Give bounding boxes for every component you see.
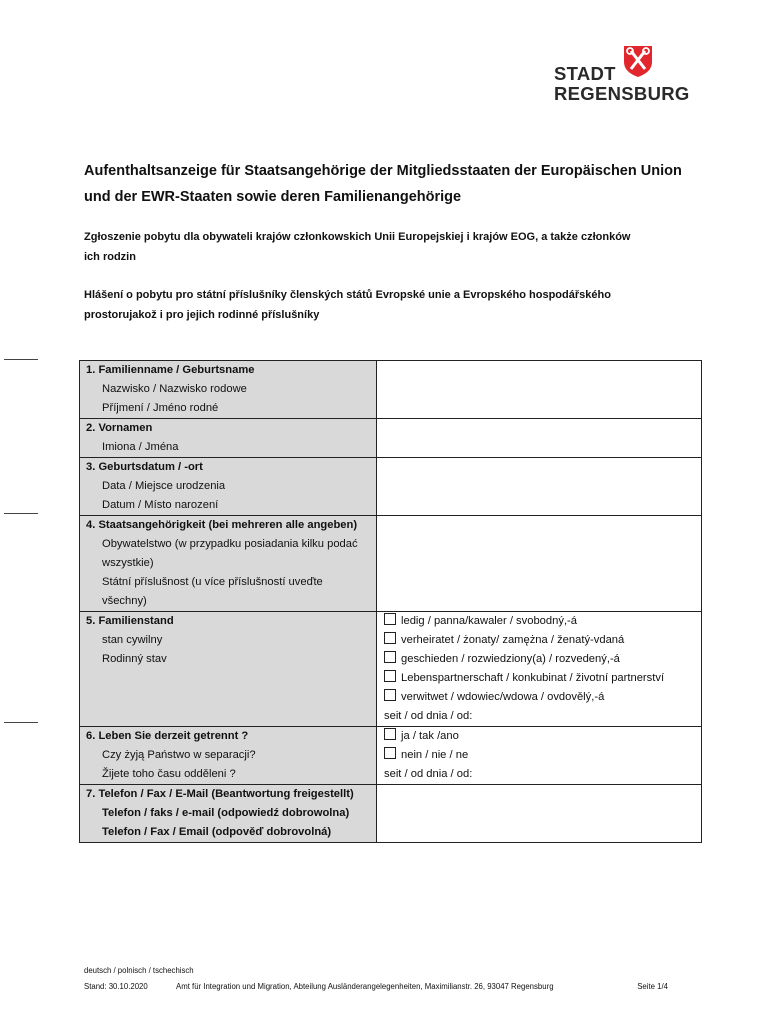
title-line-1: Aufenthaltsanzeige für Staatsangehörige der Mitgliedsstaaten der Europäischen Union — [84, 163, 682, 179]
footer-office-address: Amt für Integration und Migration, Abteilung Ausländerangelegenheiten, Maximilianstr. 26, 93047 Regensburg — [176, 982, 554, 991]
label-surname — [80, 361, 377, 419]
option-label-partnership: Lebenspartnerschaft / konkubinat / životní partnerství — [401, 672, 665, 684]
label-nationality-cz-1: Státní příslušnost (u více příslušností uveďte — [102, 576, 323, 588]
marital-since-field[interactable]: seit / od dnia / od: — [384, 710, 473, 722]
fold-mark — [4, 722, 38, 723]
checkbox-married[interactable] — [384, 632, 396, 644]
label-first-names — [80, 419, 377, 458]
form-row-contact — [80, 785, 702, 843]
label-contact-de: 7. Telefon / Fax / E-Mail (Beantwortung freigestellt) — [86, 788, 354, 800]
subtitle-pl-line-1: Zgłoszenie pobytu dla obywateli krajów członkowskich Unii Europejskiej i krajów EOG, a także członków — [84, 231, 631, 243]
separated-options — [377, 727, 702, 785]
form-row-first-names — [80, 419, 702, 458]
label-separated-pl: Czy żyją Państwo w separacji? — [102, 749, 256, 761]
label-nationality-de: 4. Staatsangehörigkeit (bei mehreren alle angeben) — [86, 519, 358, 531]
surname-field[interactable] — [377, 361, 702, 419]
label-marital-de: 5. Familienstand — [86, 615, 174, 627]
form-row-separated — [80, 727, 702, 785]
label-separated — [80, 727, 377, 785]
logo-wordmark — [554, 64, 690, 104]
subtitle-cz-line-2: prostorujakož i pro jejich rodinné příslušníky — [84, 309, 320, 321]
subtitle-polish — [84, 227, 684, 267]
subtitle-cz-line-1: Hlášení o pobytu pro státní příslušníky členských států Evropské unie a Evropského hospodářského — [84, 289, 611, 301]
contact-field[interactable] — [377, 785, 702, 843]
label-separated-cz: Žijete toho času odděleni ? — [102, 768, 236, 780]
option-label-single: ledig / panna/kawaler / svobodný,-á — [401, 615, 578, 627]
option-label-no: nein / nie / ne — [401, 749, 469, 761]
checkbox-no[interactable] — [384, 747, 396, 759]
label-first-names-de: 2. Vornamen — [86, 422, 153, 434]
marital-option[interactable] — [377, 631, 701, 650]
checkbox-divorced[interactable] — [384, 651, 396, 663]
form-row-nationality — [80, 516, 702, 612]
nationality-field[interactable] — [377, 516, 702, 612]
option-label-divorced: geschieden / rozwiedziony(a) / rozvedený,-á — [401, 653, 620, 665]
option-label-yes: ja / tak /ano — [401, 730, 459, 742]
marital-option[interactable] — [377, 669, 701, 688]
label-nationality — [80, 516, 377, 612]
label-separated-de: 6. Leben Sie derzeit getrennt ? — [86, 730, 249, 742]
subtitle-czech — [84, 285, 684, 325]
checkbox-partnership[interactable] — [384, 670, 396, 682]
label-surname-de: 1. Familienname / Geburtsname — [86, 364, 255, 376]
title-line-2: und der EWR-Staaten sowie deren Familienangehörige — [84, 189, 462, 205]
label-nationality-pl-2: wszystkie) — [102, 557, 154, 569]
label-birth-de: 3. Geburtsdatum / -ort — [86, 461, 203, 473]
separated-since-field[interactable]: seit / od dnia / od: — [384, 768, 473, 780]
footer-page-number: Seite 1/4 — [637, 982, 668, 991]
label-surname-cz: Příjmení / Jméno rodné — [102, 402, 219, 414]
checkbox-widowed[interactable] — [384, 689, 396, 701]
label-contact-cz: Telefon / Fax / Email (odpověď dobrovolná) — [102, 826, 332, 838]
label-marital-pl: stan cywilny — [102, 634, 163, 646]
subtitle-pl-line-2: ich rodzin — [84, 251, 136, 263]
label-birth — [80, 458, 377, 516]
label-marital-cz: Rodinný stav — [102, 653, 167, 665]
label-nationality-cz-2: všechny) — [102, 595, 147, 607]
separated-option[interactable] — [377, 746, 701, 765]
footer-stand-date: Stand: 30.10.2020 — [84, 982, 148, 991]
fold-mark — [4, 359, 38, 360]
logo-line-regensburg: REGENSBURG — [554, 83, 690, 104]
label-surname-pl: Nazwisko / Nazwisko rodowe — [102, 383, 247, 395]
label-contact-pl: Telefon / faks / e-mail (odpowiedź dobrowolna) — [102, 807, 350, 819]
footer-languages: deutsch / polnisch / tschechisch — [84, 966, 194, 975]
label-nationality-pl-1: Obywatelstwo (w przypadku posiadania kilku podać — [102, 538, 358, 550]
first-names-field[interactable] — [377, 419, 702, 458]
form-row-birth — [80, 458, 702, 516]
option-label-married: verheiratet / żonaty/ zamężna / ženatý-vdaná — [401, 634, 625, 646]
form-row-surname — [80, 361, 702, 419]
marital-option[interactable] — [377, 612, 701, 631]
form-row-marital-status — [80, 612, 702, 727]
marital-option[interactable] — [377, 650, 701, 669]
checkbox-yes[interactable] — [384, 728, 396, 740]
label-birth-cz: Datum / Místo narození — [102, 499, 219, 511]
label-birth-pl: Data / Miejsce urodzenia — [102, 480, 226, 492]
city-logo — [554, 44, 690, 106]
label-marital-status — [80, 612, 377, 727]
fold-mark — [4, 513, 38, 514]
label-contact — [80, 785, 377, 843]
marital-status-options — [377, 612, 702, 727]
logo-line-stadt: STADT — [554, 63, 616, 84]
marital-option[interactable] — [377, 688, 701, 707]
birth-date-place-field[interactable] — [377, 458, 702, 516]
document-title — [84, 158, 704, 210]
separated-option[interactable] — [377, 727, 701, 746]
label-first-names-pl: Imiona / Jména — [102, 441, 179, 453]
registration-form-table — [79, 360, 702, 843]
option-label-widowed: verwitwet / wdowiec/wdowa / ovdovělý,-á — [401, 691, 605, 703]
checkbox-single[interactable] — [384, 613, 396, 625]
